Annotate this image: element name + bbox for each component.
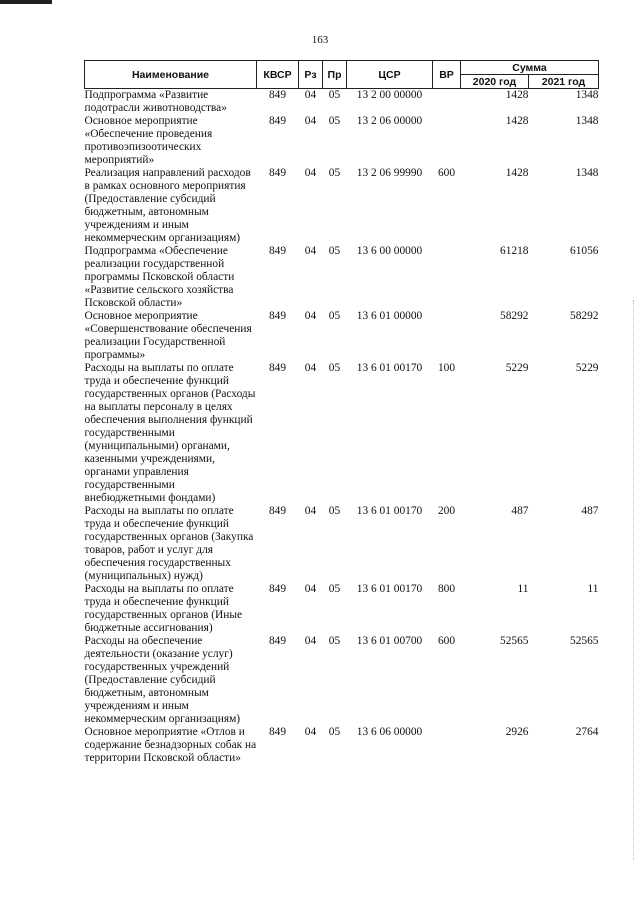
row-csr: 13 6 01 00700	[356, 635, 423, 647]
row-kvsr: 849	[268, 245, 287, 257]
row-sum-2021: 5229	[575, 362, 599, 374]
row-pr: 05	[328, 310, 341, 322]
row-rz: 04	[304, 583, 317, 595]
table-row	[85, 726, 599, 765]
row-rz: 04	[304, 362, 317, 374]
row-pr: 05	[328, 505, 341, 517]
table-body	[85, 89, 599, 766]
row-sum-2021: 11	[587, 583, 599, 595]
row-vr: 100	[437, 362, 456, 374]
row-sum-2020: 58292	[500, 310, 529, 322]
header-vr: ВР	[433, 61, 461, 89]
row-kvsr: 849	[268, 362, 287, 374]
row-sum-2021: 2764	[575, 726, 599, 738]
row-csr: 13 6 01 00170	[356, 505, 423, 517]
row-sum-2021: 58292	[570, 310, 599, 322]
header-rz: Рз	[299, 61, 323, 89]
row-vr	[433, 115, 461, 167]
row-sum-2020: 61218	[500, 245, 529, 257]
table-row	[85, 115, 599, 167]
table-header	[85, 61, 599, 89]
row-sum-2021: 487	[581, 505, 599, 517]
header-kvsr: КВСР	[257, 61, 299, 89]
table-row	[85, 505, 599, 583]
row-rz: 04	[304, 635, 317, 647]
row-name: Основное мероприятие «Отлов и содержание безнадзорных собак на территории Псковской области»	[84, 726, 257, 764]
row-pr: 05	[328, 89, 341, 101]
row-name: Основное мероприятие «Совершенствование обеспечения реализации Государственной программы»	[84, 310, 252, 361]
row-vr: 600	[437, 635, 456, 647]
row-pr: 05	[328, 115, 341, 127]
header-pr: Пр	[323, 61, 347, 89]
row-csr: 13 6 01 00170	[356, 362, 423, 374]
row-sum-2021: 1348	[575, 115, 599, 127]
row-name: Расходы на обеспечение деятельности (оказание услуг) государственных учреждений (Предоставление субсидий бюджетным, автономным учреждениям и иным некоммерческим организациям)	[84, 635, 241, 725]
row-rz: 04	[304, 310, 317, 322]
row-kvsr: 849	[268, 635, 287, 647]
scan-corner-mark	[0, 0, 52, 4]
row-rz: 04	[304, 167, 317, 179]
row-sum-2021: 52565	[570, 635, 599, 647]
table-row	[85, 635, 599, 726]
row-csr: 13 2 06 99990	[356, 167, 423, 179]
header-csr: ЦСР	[347, 61, 433, 89]
row-kvsr: 849	[268, 89, 287, 101]
header-name: Наименование	[85, 61, 257, 89]
row-sum-2020: 487	[511, 505, 529, 517]
row-name: Основное мероприятие «Обеспечение проведения противоэпизоотических мероприятий»	[84, 115, 213, 166]
row-vr	[433, 310, 461, 362]
row-pr: 05	[328, 726, 341, 738]
row-sum-2021: 61056	[570, 245, 599, 257]
row-kvsr: 849	[268, 505, 287, 517]
table-row	[85, 310, 599, 362]
row-csr: 13 6 06 00000	[356, 726, 423, 738]
row-name: Подпрограмма «Развитие подотрасли животноводства»	[84, 89, 227, 114]
page-number: 163	[311, 34, 329, 46]
table-row	[85, 362, 599, 505]
table-row	[85, 167, 599, 245]
row-sum-2021: 1348	[575, 89, 599, 101]
row-vr: 800	[437, 583, 456, 595]
row-pr: 05	[328, 583, 341, 595]
table-row	[85, 583, 599, 635]
row-sum-2020: 1428	[505, 167, 529, 179]
row-vr: 200	[437, 505, 456, 517]
row-name: Расходы на выплаты по оплате труда и обеспечение функций государственных органов (Расходы на выплаты персоналу в целях обеспечения выполнения функций государственными (муниципальными) органами, казенными учреждениями, органами управления государственными внебюджетными фондами)	[84, 362, 256, 504]
row-sum-2020: 1428	[505, 115, 529, 127]
row-sum-2020: 2926	[505, 726, 529, 738]
row-vr: 600	[437, 167, 456, 179]
row-pr: 05	[328, 362, 341, 374]
row-rz: 04	[304, 115, 317, 127]
row-kvsr: 849	[268, 167, 287, 179]
row-sum-2020: 5229	[505, 362, 529, 374]
row-csr: 13 6 01 00000	[356, 310, 423, 322]
row-kvsr: 849	[268, 583, 287, 595]
row-rz: 04	[304, 245, 317, 257]
row-sum-2020: 11	[517, 583, 529, 595]
row-rz: 04	[304, 505, 317, 517]
table-row	[85, 245, 599, 310]
row-csr: 13 6 00 00000	[356, 245, 423, 257]
row-name: Расходы на выплаты по оплате труда и обеспечение функций государственных органов (Закупка товаров, работ и услуг для обеспечения государственных (муниципальных) нужд)	[84, 505, 254, 582]
header-year-2020: 2020 год	[461, 75, 529, 89]
row-sum-2021: 1348	[575, 167, 599, 179]
row-rz: 04	[304, 89, 317, 101]
row-name: Реализация направлений расходов в рамках основного мероприятия (Предоставление субсидий бюджетным, автономным учреждениям и иным некоммерческим организациям)	[84, 167, 251, 244]
row-name: Подпрограмма «Обеспечение реализации государственной программы Псковской области «Развитие сельского хозяйства Псковской области»	[84, 245, 235, 309]
row-pr: 05	[328, 635, 341, 647]
row-kvsr: 849	[268, 726, 287, 738]
row-pr: 05	[328, 167, 341, 179]
row-name: Расходы на выплаты по оплате труда и обеспечение функций государственных органов (Иные бюджетные ассигнования)	[84, 583, 243, 634]
row-sum-2020: 1428	[505, 89, 529, 101]
row-csr: 13 2 06 00000	[356, 115, 423, 127]
row-pr: 05	[328, 245, 341, 257]
row-sum-2020: 52565	[500, 635, 529, 647]
row-vr	[433, 245, 461, 310]
header-sum: Сумма	[461, 61, 599, 75]
table-row	[85, 89, 599, 116]
row-kvsr: 849	[268, 115, 287, 127]
row-rz: 04	[304, 726, 317, 738]
row-vr	[433, 726, 461, 765]
header-year-2021: 2021 год	[529, 75, 599, 89]
scan-edge-artifact	[632, 300, 634, 860]
row-csr: 13 6 01 00170	[356, 583, 423, 595]
row-vr	[433, 89, 461, 116]
budget-table	[84, 60, 599, 765]
row-kvsr: 849	[268, 310, 287, 322]
row-csr: 13 2 00 00000	[356, 89, 423, 101]
